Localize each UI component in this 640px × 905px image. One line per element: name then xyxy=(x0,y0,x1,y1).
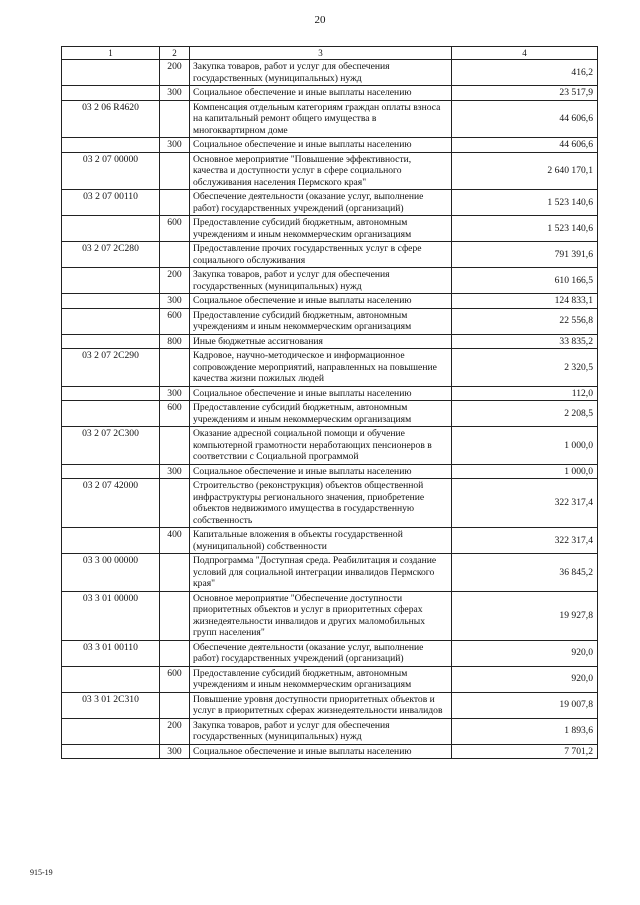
cell-amount: 19 007,8 xyxy=(452,692,598,718)
cell-code: 03 3 00 00000 xyxy=(62,554,160,592)
cell-expense-type xyxy=(160,427,190,465)
cell-expense-type xyxy=(160,591,190,640)
cell-expense-type xyxy=(160,554,190,592)
page-number: 20 xyxy=(314,14,326,26)
cell-name: Предоставление субсидий бюджетным, автономным учреждениям и иным некоммерческим организациям xyxy=(190,308,452,334)
cell-expense-type: 300 xyxy=(160,464,190,479)
table-row xyxy=(62,349,598,387)
cell-code xyxy=(62,86,160,101)
cell-expense-type: 300 xyxy=(160,744,190,759)
cell-name: Социальное обеспечение и иные выплаты населению xyxy=(190,86,452,101)
cell-code: 03 2 07 00000 xyxy=(62,152,160,190)
cell-expense-type: 300 xyxy=(160,294,190,309)
cell-amount: 1 000,0 xyxy=(452,427,598,465)
cell-amount: 23 517,9 xyxy=(452,86,598,101)
cell-expense-type: 300 xyxy=(160,386,190,401)
cell-amount: 791 391,6 xyxy=(452,242,598,268)
cell-name: Обеспечение деятельности (оказание услуг, выполнение работ) государственных учреждений (организаций) xyxy=(190,640,452,666)
cell-code xyxy=(62,138,160,153)
cell-name: Строительство (реконструкция) объектов общественной инфраструктуры регионального значения, приобретение объектов недвижимого имущества в государственную собственность xyxy=(190,479,452,528)
cell-expense-type xyxy=(160,349,190,387)
cell-amount: 2 320,5 xyxy=(452,349,598,387)
budget-table xyxy=(61,46,598,759)
table-row xyxy=(62,216,598,242)
cell-amount: 112,0 xyxy=(452,386,598,401)
cell-name: Оказание адресной социальной помощи и обучение компьютерной грамотности неработающих пенсионеров в соответствии с Социальной программой xyxy=(190,427,452,465)
cell-amount: 322 317,4 xyxy=(452,479,598,528)
cell-expense-type xyxy=(160,479,190,528)
cell-code xyxy=(62,401,160,427)
header-row xyxy=(62,47,598,60)
table-row xyxy=(62,308,598,334)
cell-amount: 920,0 xyxy=(452,666,598,692)
cell-name: Повышение уровня доступности приоритетных объектов и услуг в приоритетных сферах жизнедеятельности инвалидов xyxy=(190,692,452,718)
cell-name: Капитальные вложения в объекты государственной (муниципальной) собственности xyxy=(190,528,452,554)
table-row xyxy=(62,294,598,309)
cell-amount: 7 701,2 xyxy=(452,744,598,759)
cell-name: Социальное обеспечение и иные выплаты населению xyxy=(190,138,452,153)
cell-expense-type: 200 xyxy=(160,268,190,294)
cell-code xyxy=(62,60,160,86)
cell-amount: 44 606,6 xyxy=(452,138,598,153)
cell-code: 03 2 07 2С280 xyxy=(62,242,160,268)
cell-code: 03 2 07 2С300 xyxy=(62,427,160,465)
cell-amount: 1 893,6 xyxy=(452,718,598,744)
cell-name: Социальное обеспечение и иные выплаты населению xyxy=(190,294,452,309)
cell-expense-type xyxy=(160,692,190,718)
table-row xyxy=(62,528,598,554)
cell-code xyxy=(62,666,160,692)
cell-amount: 1 523 140,6 xyxy=(452,190,598,216)
cell-expense-type: 200 xyxy=(160,718,190,744)
cell-expense-type: 200 xyxy=(160,60,190,86)
cell-code xyxy=(62,216,160,242)
cell-name: Основное мероприятие "Обеспечение доступности приоритетных объектов и услуг в приоритетных сферах жизнедеятельности инвалидов и других маломобильных групп населения" xyxy=(190,591,452,640)
cell-expense-type: 400 xyxy=(160,528,190,554)
table-row xyxy=(62,152,598,190)
cell-amount: 19 927,8 xyxy=(452,591,598,640)
cell-name: Основное мероприятие "Повышение эффективности, качества и доступности услуг в сфере социального обслуживания населения Пермского края" xyxy=(190,152,452,190)
cell-code xyxy=(62,308,160,334)
cell-name: Предоставление субсидий бюджетным, автономным учреждениям и иным некоммерческим организациям xyxy=(190,666,452,692)
table-row xyxy=(62,334,598,349)
table-row xyxy=(62,554,598,592)
cell-name: Закупка товаров, работ и услуг для обеспечения государственных (муниципальных) нужд xyxy=(190,268,452,294)
cell-amount: 44 606,6 xyxy=(452,100,598,138)
table-row xyxy=(62,666,598,692)
cell-code: 03 2 06 R4620 xyxy=(62,100,160,138)
cell-expense-type: 600 xyxy=(160,666,190,692)
cell-amount: 2 208,5 xyxy=(452,401,598,427)
table-row xyxy=(62,386,598,401)
cell-name: Закупка товаров, работ и услуг для обеспечения государственных (муниципальных) нужд xyxy=(190,718,452,744)
cell-amount: 322 317,4 xyxy=(452,528,598,554)
cell-name: Кадровое, научно-методическое и информационное сопровождение мероприятий, направленных на повышение качества жизни пожилых людей xyxy=(190,349,452,387)
cell-code xyxy=(62,718,160,744)
cell-code: 03 3 01 00000 xyxy=(62,591,160,640)
header-col-1: 1 xyxy=(62,47,160,60)
cell-code: 03 2 07 42000 xyxy=(62,479,160,528)
table-row xyxy=(62,427,598,465)
table-row xyxy=(62,718,598,744)
table-row xyxy=(62,190,598,216)
cell-name: Закупка товаров, работ и услуг для обеспечения государственных (муниципальных) нужд xyxy=(190,60,452,86)
cell-amount: 1 000,0 xyxy=(452,464,598,479)
cell-code: 03 3 01 2С310 xyxy=(62,692,160,718)
table-row xyxy=(62,268,598,294)
cell-name: Социальное обеспечение и иные выплаты населению xyxy=(190,386,452,401)
cell-code xyxy=(62,464,160,479)
cell-amount: 36 845,2 xyxy=(452,554,598,592)
cell-expense-type: 600 xyxy=(160,216,190,242)
cell-name: Социальное обеспечение и иные выплаты населению xyxy=(190,744,452,759)
header-col-3: 3 xyxy=(190,47,452,60)
cell-amount: 33 835,2 xyxy=(452,334,598,349)
cell-expense-type: 800 xyxy=(160,334,190,349)
cell-amount: 416,2 xyxy=(452,60,598,86)
table-body xyxy=(62,60,598,759)
table-row xyxy=(62,479,598,528)
cell-expense-type: 300 xyxy=(160,138,190,153)
cell-amount: 920,0 xyxy=(452,640,598,666)
header-col-2: 2 xyxy=(160,47,190,60)
cell-code xyxy=(62,268,160,294)
cell-amount: 124 833,1 xyxy=(452,294,598,309)
table-row xyxy=(62,744,598,759)
table-row xyxy=(62,60,598,86)
table-row xyxy=(62,100,598,138)
cell-expense-type xyxy=(160,152,190,190)
table-row xyxy=(62,591,598,640)
cell-expense-type: 300 xyxy=(160,86,190,101)
cell-expense-type xyxy=(160,100,190,138)
cell-name: Иные бюджетные ассигнования xyxy=(190,334,452,349)
cell-expense-type: 600 xyxy=(160,308,190,334)
cell-name: Компенсация отдельным категориям граждан оплаты взноса на капитальный ремонт общего имущества в многоквартирном доме xyxy=(190,100,452,138)
cell-code xyxy=(62,744,160,759)
cell-name: Предоставление субсидий бюджетным, автономным учреждениям и иным некоммерческим организациям xyxy=(190,401,452,427)
cell-amount: 1 523 140,6 xyxy=(452,216,598,242)
footer-code: 915-19 xyxy=(30,868,53,877)
cell-expense-type xyxy=(160,640,190,666)
table-row xyxy=(62,692,598,718)
table-row xyxy=(62,86,598,101)
table-row xyxy=(62,464,598,479)
cell-name: Социальное обеспечение и иные выплаты населению xyxy=(190,464,452,479)
cell-expense-type xyxy=(160,190,190,216)
header-col-4: 4 xyxy=(452,47,598,60)
cell-expense-type xyxy=(160,242,190,268)
cell-code: 03 3 01 00110 xyxy=(62,640,160,666)
cell-expense-type: 600 xyxy=(160,401,190,427)
cell-code xyxy=(62,528,160,554)
cell-amount: 610 166,5 xyxy=(452,268,598,294)
cell-code: 03 2 07 2С290 xyxy=(62,349,160,387)
table-row xyxy=(62,640,598,666)
cell-amount: 2 640 170,1 xyxy=(452,152,598,190)
cell-name: Предоставление субсидий бюджетным, автономным учреждениям и иным некоммерческим организациям xyxy=(190,216,452,242)
cell-name: Обеспечение деятельности (оказание услуг, выполнение работ) государственных учреждений (организаций) xyxy=(190,190,452,216)
cell-name: Предоставление прочих государственных услуг в сфере социального обслуживания xyxy=(190,242,452,268)
table-row xyxy=(62,138,598,153)
table-row xyxy=(62,242,598,268)
cell-code xyxy=(62,386,160,401)
table-row xyxy=(62,401,598,427)
cell-amount: 22 556,8 xyxy=(452,308,598,334)
cell-name: Подпрограмма "Доступная среда. Реабилитация и создание условий для социальной интеграции инвалидов Пермского края" xyxy=(190,554,452,592)
cell-code: 03 2 07 00110 xyxy=(62,190,160,216)
cell-code xyxy=(62,334,160,349)
cell-code xyxy=(62,294,160,309)
